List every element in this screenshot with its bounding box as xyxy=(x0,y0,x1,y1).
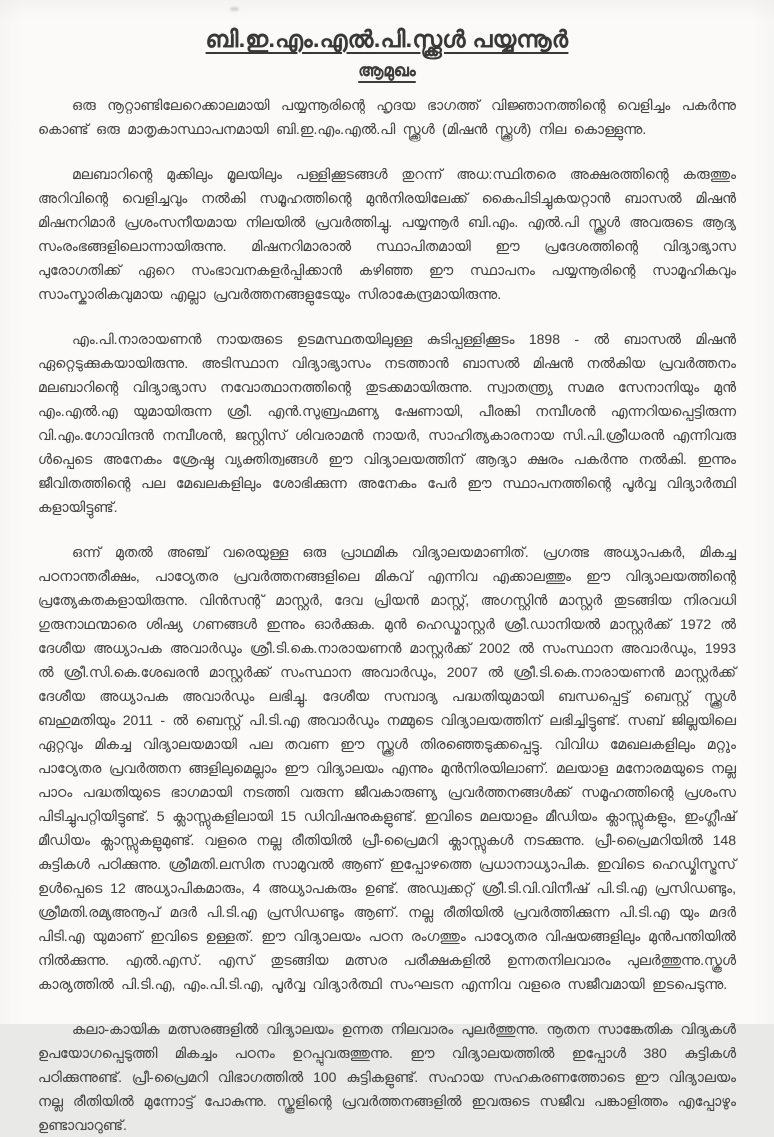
document-title-text: ബി.ഇ.എം.എൽ.പി.സ്ക്കൂൾ പയ്യന്നൂർ xyxy=(205,26,569,52)
paragraph-founding-1898: എം.പി.നാരായണൻ നായരുടെ ഉടമസ്ഥതയിലുള്ള കുടിപ്പള്ളിക്കൂടം 1898 - ൽ ബാസൽ മിഷൻ ഏറ്റെടുക്കുകയായിരുന്നു. അടിസ്ഥാന വിദ്യാഭ്യാസം നടത്താൻ ബാസൽ മിഷൻ നൽകിയ പ്രവർത്തനം മലബാറിന്റെ വിദ്യാഭ്യാസ നവോത്ഥാനത്തിന്റെ തുടക്കമായിരുന്നു. സ്വാതന്ത്ര്യ സമര സേനാനിയും മുൻ എം.എൽ.എ യുമായിരുന്ന ശ്രീ. എൻ.സുബ്രഹ്മണ്യ ഷേണായി, പീരങ്കി നമ്പീശൻ എന്നറിയപ്പെട്ടിരുന്ന വി.എം.ഗോവിന്ദൻ നമ്പീശൻ, ജസ്റ്റിസ് ശിവരാമൻ നായർ, സാഹിത്യകാരനായ സി.പി.ശ്രീധരൻ എന്നിവരു ൾപ്പെടെ അനേകം ശ്രേഷ്ഠ വ്യക്തിത്വങ്ങൾ ഈ വിദ്യാലയത്തിന് ആദ്യാ ക്ഷരം പകർന്നു നൽകി. ഇന്നും ജീവിതത്തിന്റെ പല മേഖലകളിലും ശോഭിക്കുന്ന അനേകം പേർ ഈ സ്ഥാപനത്തിന്റെ പൂർവ്വ വിദ്യാർത്ഥി കളായിട്ടുണ്ട്. xyxy=(38,331,736,515)
section-heading-text: ആമുഖം xyxy=(358,62,416,80)
scan-artifact-speck xyxy=(230,7,239,11)
paragraph-closing-strengths: കലാ-കായിക മത്സരങ്ങളിൽ വിദ്യാലയം ഉന്നത നിലവാരം പുലർത്തുന്നു. നൂതന സാങ്കേതിക വിദ്യകൾ ഉപയോഗപ്പെടുത്തി മികച്ചം പഠനം ഉറപ്പുവരുത്തുന്നു. ഈ വിദ്യാലയത്തിൽ ഇപ്പോൾ 380 കുട്ടികൾ പഠിക്കുന്നുണ്ട്. പ്രീ-പ്രൈമറി വിഭാഗത്തിൽ 100 കുട്ടികളുണ്ട്. സഹായ സഹകരണത്തോടെ ഈ വിദ്യാലയം നല്ല രീതിയിൽ മുന്നോട്ട് പോകുന്നു. സ്കൂളിന്റെ പ്രവർത്തനങ്ങളിൽ ഇവരുടെ സജീവ പങ്കാളിത്തം എപ്പോഴും ഉണ്ടാവാറുണ്ട്. xyxy=(38,1021,736,1133)
paragraph-basel-mission-history: മലബാറിന്റെ മുക്കിലും മൂലയിലും പള്ളിക്കൂടങ്ങൾ തുറന്ന് അധ:സ്ഥിതരെ അക്ഷരത്തിന്റെ കരുത്തും അറിവിന്റെ വെളിച്ചവും നൽകി സമൂഹത്തിന്റെ മുൻനിരയിലേക്ക് കൈപിടിച്ചുകയറ്റാൻ ബാസൽ മിഷൻ മിഷനറിമാർ പ്രശംസനീയമായ നിലയിൽ പ്രവർത്തിച്ചു. പയ്യന്നൂർ ബി.എം. എൽ.പി സ്ക്കൂൾ അവരുടെ ആദ്യ സംരംഭങ്ങളിലൊന്നായിരുന്നു. മിഷനറിമാരാൽ സ്ഥാപിതമായി ഈ പ്രദേശത്തിന്റെ വിദ്യാഭ്യാസ പുരോഗതിക്ക് ഏറെ സംഭാവനകളർപ്പിക്കാൻ കഴിഞ്ഞ ഈ സ്ഥാപനം പയ്യന്നൂരിന്റെ സാമൂഹികവും സാംസ്കാരികവുമായ എല്ലാ പ്രവർത്തനങ്ങളുടേയും സിരാകേന്ദ്രമായിരുന്നു. xyxy=(38,166,736,302)
section-heading xyxy=(0,62,774,81)
document-body xyxy=(0,81,774,1137)
paragraph-school-details-awards: ഒന്ന് മുതൽ അഞ്ച് വരെയുള്ള ഒരു പ്രാഥമിക വിദ്യാലയമാണിത്. പ്രഗത്ഭ അധ്യാപകർ, മികച്ച പഠനാന്തരീക്ഷം, പാഠ്യേതര പ്രവർത്തനങ്ങളിലെ മികവ് എന്നിവ എക്കാലത്തും ഈ വിദ്യാലയത്തിന്റെ പ്രത്യേകതകളായിരുന്നു. വിൻസന്റ് മാസ്റ്റർ, ദേവ പ്രിയൻ മാസ്റ്റ്, അഗസ്റ്റിൻ മാസ്റ്റർ തുടങ്ങിയ നിരവധി ഗുരുനാഥന്മാരെ ശിഷ്യ ഗണങ്ങൾ ഇന്നും ഓർക്കുക. മുൻ ഹെഡ്മാസ്റ്റർ ശ്രീ.ഡാനിയൽ മാസ്റ്റർക്ക് 1972 ൽ ദേശീയ അധ്യാപക അവാർഡും ശ്രീ.ടി.കെ.നാരായണൻ മാസ്റ്റർക്ക് 2002 ൽ സംസ്ഥാന അവാർഡും, 1993 ൽ ശ്രീ.സി.കെ.ശേഖരൻ മാസ്റ്റർക്ക് സംസ്ഥാന അവാർഡും, 2007 ൽ ശ്രീ.ടി.കെ.നാരായണൻ മാസ്റ്റർക്ക് ദേശീയ അധ്യാപക അവാർഡും ലഭിച്ചു. ദേശീയ സമ്പാദ്യ പദ്ധതിയുമായി ബന്ധപ്പെട്ട് ബെസ്റ്റ് സ്ക്കൂൾ ബഹുമതിയും 2011 - ൽ ബെസ്റ്റ് പി.ടി.എ അവാർഡും നമ്മുടെ വിദ്യാലയത്തിന് ലഭിച്ചിട്ടുണ്ട്. സബ് ജില്ലയിലെ ഏറ്റവും മികച്ച വിദ്യാലയമായി പല തവണ ഈ സ്ക്കൂൾ തിരഞ്ഞെടുക്കപ്പെട്ടു. വിവിധ മേഖലകളിലും മറ്റും പാഠ്യേതര പ്രവർത്തന ങ്ങളിലുമെല്ലാം ഈ വിദ്യാലയം എന്നും മുൻനിരയിലാണ്. മലയാള മനോരമയുടെ നല്ല പാഠം പദ്ധതിയുടെ ഭാഗമായി നടത്തി വരുന്ന ജീവകാരുണ്യ പ്രവർത്തനങ്ങൾക്ക് സമൂഹത്തിന്റെ പ്രശംസ പിടിച്ചുപറ്റിയിട്ടുണ്ട്. 5 ക്ലാസ്സുകളിലായി 15 ഡിവിഷനുകളുണ്ട്. ഇവിടെ മലയാളം മീഡിയം ക്ലാസ്സുകളും, ഇംഗ്ലീഷ് മീഡിയം ക്ലാസ്സുകളുമുണ്ട്. വളരെ നല്ല രീതിയിൽ പ്രീ-പ്രൈമറി ക്ലാസ്സുകൾ നടക്കുന്നു. പ്രീ-പ്രൈമറിയിൽ 148 കുട്ടികൾ പഠിക്കുന്നു. ശ്രീമതി.ലസിത സാമുവൽ ആണ് ഇപ്പോഴത്തെ പ്രധാനാധ്യാപിക. ഇവിടെ ഹെഡ്മിസ്ട്രസ് ഉൾപ്പെടെ 12 അധ്യാപികമാരും, 4 അധ്യാപകരും ഉണ്ട്. അഡ്വക്കറ്റ് ശ്രീ.ടി.വി.വിനീഷ് പി.ടി.എ പ്രസിഡണ്ടും, ശ്രീമതി.രമ്യഅനൂപ് മദർ പി.ടി.എ പ്രസിഡണ്ടും ആണ്. നല്ല രീതിയിൽ പ്രവർത്തിക്കുന്ന പി.ടി.എ യും മദർ പിടി.എ യുമാണ് ഇവിടെ ഉള്ളത്. ഈ വിദ്യാലയം പഠന രംഗത്തും പാഠ്യേതര വിഷയങ്ങളിലും മുൻപന്തിയിൽ നിൽക്കുന്നു. എൽ.എസ്. എസ് തുടങ്ങിയ മത്സര പരീക്ഷകളിൽ ഉന്നതനിലവാരം പുലർത്തുന്നു.സ്കൂൾ കാര്യത്തിൽ പി.ടി.എ, എം.പി.ടി.എ, പൂർവ്വ വിദ്യാർത്ഥി സംഘടന എന്നിവ വളരെ സജീവമായി ഇടപെടുന്നു. xyxy=(38,544,736,992)
document-title xyxy=(0,0,774,53)
paragraph-intro: ഒരു നൂറ്റാണ്ടിലേറെക്കാലമായി പയ്യന്നൂരിന്റെ ഹൃദയ ഭാഗത്ത് വിജ്ഞാനത്തിന്റെ വെളിച്ചം പകർന്നു കൊണ്ട് ഒരു മാതൃകാസ്ഥാപനമായി ബി.ഇ.എം.എൽ.പി സ്ക്കൂൾ (മിഷൻ സ്ക്കൂൾ) നില കൊള്ളുന്നു. xyxy=(38,97,736,137)
